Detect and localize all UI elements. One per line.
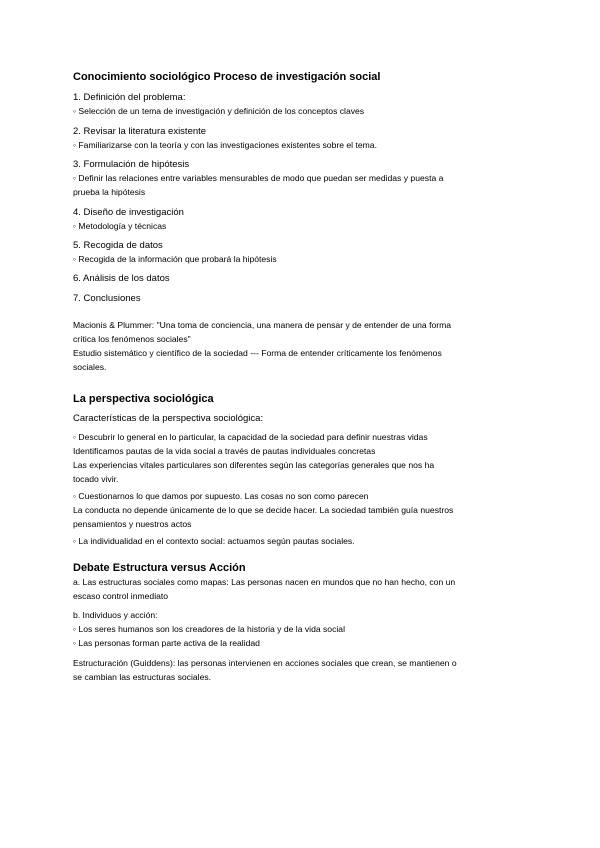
section-intro: Características de la perspectiva sociológica: xyxy=(73,413,264,424)
text-line: tocado vivir. xyxy=(73,474,119,484)
text-line: se cambian las estructuras sociales. xyxy=(73,672,212,682)
debate-group-c xyxy=(73,656,533,684)
section-title: La perspectiva sociológica xyxy=(73,393,214,405)
text-line: a. Las estructuras sociales como mapas: Las personas nacen en mundos que no han hecho, con un xyxy=(73,577,456,587)
text-line: ◦ Cuestionarnos lo que damos por supuesto. Las cosas no son como parecen xyxy=(73,491,369,501)
section-title: Conocimiento sociológico Proceso de investigación social xyxy=(73,71,381,83)
quote-line: sociales. xyxy=(73,362,107,372)
text-line: pensamientos y nuestros actos xyxy=(73,519,192,529)
perspective-group-3 xyxy=(73,534,533,548)
step-1 xyxy=(73,91,533,118)
debate-group-b xyxy=(73,608,533,650)
step-title: 5. Recogida de datos xyxy=(73,240,163,251)
step-4 xyxy=(73,206,533,233)
debate-group-a xyxy=(73,575,533,603)
quote-block xyxy=(73,318,533,374)
step-title: 3. Formulación de hipótesis xyxy=(73,159,190,170)
quote-line: Estudio sistemático y científico de la sociedad --- Forma de entender críticamente los fenómenos xyxy=(73,348,442,358)
step-detail: ◦ Metodología y técnicas xyxy=(73,221,167,231)
step-7: 7. Conclusiones xyxy=(73,293,141,304)
text-line: Identificamos pautas de la vida social a través de pautas individuales concretas xyxy=(73,446,376,456)
step-detail: ◦ Recogida de la información que probará la hipótesis xyxy=(73,254,277,264)
text-line: b. Individuos y acción: xyxy=(73,610,158,620)
step-2 xyxy=(73,125,533,152)
text-line: Estructuración (Guiddens): las personas intervienen en acciones sociales que crean, se mantienen o xyxy=(73,658,457,668)
step-3 xyxy=(73,158,533,199)
quote-line: Macionis & Plummer: "Una toma de conciencia, una manera de pensar y de entender de una forma xyxy=(73,320,452,330)
perspective-group-2 xyxy=(73,489,533,531)
step-detail: ◦ Definir las relaciones entre variables mensurables de modo que puedan ser medidas y puesta a xyxy=(73,173,444,183)
section-title: Debate Estructura versus Acción xyxy=(73,562,246,574)
text-line: ◦ Las personas forman parte activa de la realidad xyxy=(73,638,260,648)
text-line: escaso control inmediato xyxy=(73,591,169,601)
quote-line: crítica los fenómenos sociales" xyxy=(73,334,191,344)
text-line: Las experiencias vitales particulares son diferentes según las categorías generales que nos ha xyxy=(73,460,435,470)
step-detail: prueba la hipótesis xyxy=(73,187,146,197)
step-6: 6. Análisis de los datos xyxy=(73,273,170,284)
perspective-group-1 xyxy=(73,430,533,486)
step-title: 4. Diseño de investigación xyxy=(73,207,184,218)
step-5 xyxy=(73,239,533,266)
text-line: ◦ Los seres humanos son los creadores de la historia y de la vida social xyxy=(73,624,345,634)
text-line: ◦ Descubrir lo general en lo particular, la capacidad de la sociedad para definir nuestras vidas xyxy=(73,432,428,442)
text-line: La conducta no depende únicamente de lo que se decide hacer. La sociedad también guía nuestros xyxy=(73,505,454,515)
step-detail: ◦ Selección de un tema de investigación y definición de los conceptos claves xyxy=(73,106,365,116)
step-title: 2. Revisar la literatura existente xyxy=(73,126,207,137)
step-detail: ◦ Familiarizarse con la teoría y con las investigaciones existentes sobre el tema. xyxy=(73,140,377,150)
text-line: ◦ La individualidad en el contexto social: actuamos según pautas sociales. xyxy=(73,536,355,546)
step-title: 1. Definición del problema: xyxy=(73,92,186,103)
